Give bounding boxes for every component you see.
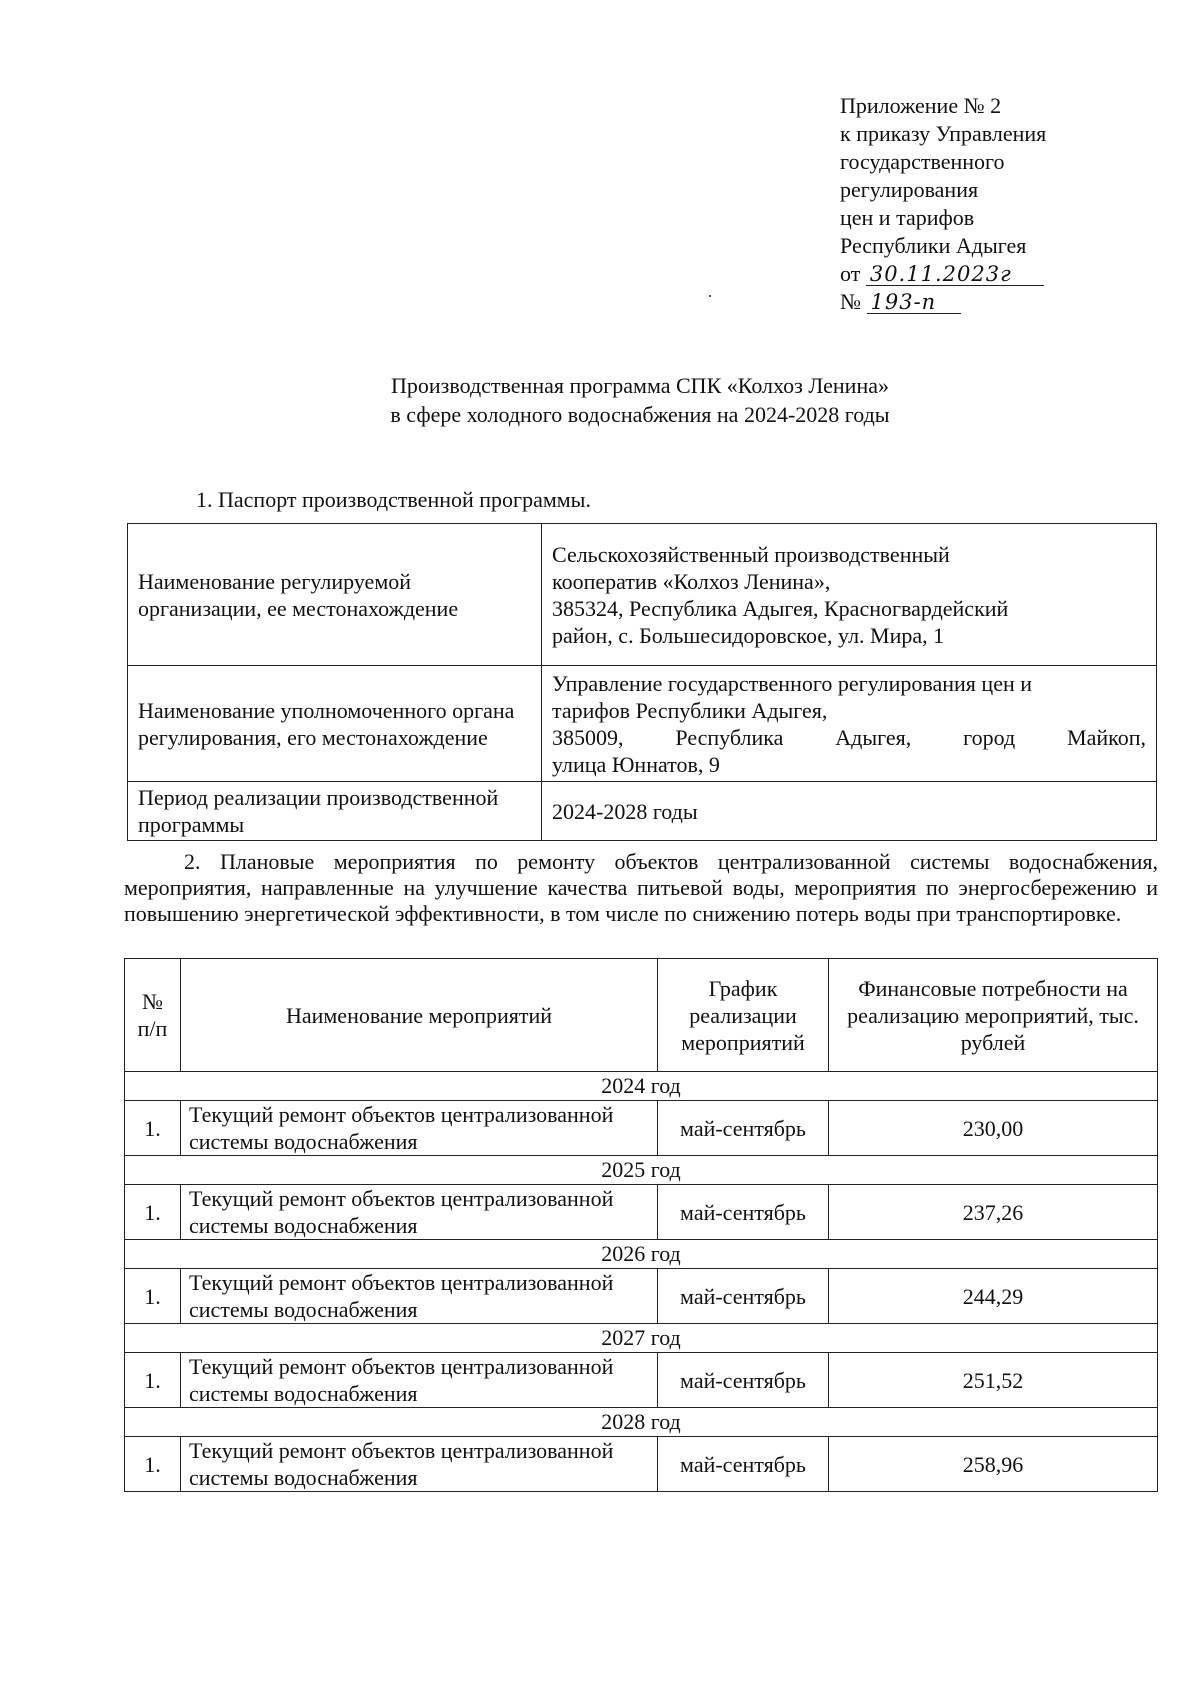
row-schedule: май-сентябрь	[658, 1437, 829, 1492]
passport-table	[127, 523, 1157, 841]
row-schedule: май-сентябрь	[658, 1101, 829, 1156]
table-row	[125, 1101, 1158, 1156]
plan-header-row	[125, 959, 1158, 1072]
header-finance: Финансовые потребности на реализацию мероприятий, тыс. рублей	[829, 959, 1158, 1072]
header-name: Наименование мероприятий	[181, 959, 658, 1072]
row-num: 1.	[125, 1101, 181, 1156]
appendix-line: государственного	[840, 149, 1005, 174]
row-name: Текущий ремонт объектов централизованной системы водоснабжения	[181, 1437, 658, 1492]
row-amount: 237,26	[829, 1185, 1158, 1240]
year-row	[125, 1156, 1158, 1185]
passport-row	[128, 524, 1157, 666]
table-row	[125, 1437, 1158, 1492]
row-amount: 258,96	[829, 1437, 1158, 1492]
plan-table	[124, 958, 1158, 1492]
passport-label: Период реализации производственной программы	[128, 782, 542, 841]
passport-value	[542, 666, 1157, 782]
year-row	[125, 1072, 1158, 1101]
table-row	[125, 1269, 1158, 1324]
value-line: улица Юннатов, 9	[552, 751, 720, 777]
header-schedule: График реализации мероприятий	[658, 959, 829, 1072]
row-amount: 244,29	[829, 1269, 1158, 1324]
document-title	[0, 371, 1200, 429]
value-line: 385324, Республика Адыгея, Красногвардейский	[552, 595, 1009, 621]
row-num: 1.	[125, 1353, 181, 1408]
table-row	[125, 1353, 1158, 1408]
table-row	[125, 1185, 1158, 1240]
order-date-line	[840, 260, 1046, 288]
year-row	[125, 1324, 1158, 1353]
appendix-line: цен и тарифов	[840, 205, 975, 230]
section2-paragraph: 2. Плановые мероприятия по ремонту объектов централизованной системы водоснабжения, мероприятия, направленные на улучшение качества питьевой воды, мероприятия по энергосбережению и повышению энергетической эффективности, в том числе по снижению потерь воды при транспортировке.	[124, 849, 1158, 926]
passport-row	[128, 782, 1157, 841]
row-schedule: май-сентябрь	[658, 1353, 829, 1408]
row-name: Текущий ремонт объектов централизованной системы водоснабжения	[181, 1353, 658, 1408]
title-line-2: в сфере холодного водоснабжения на 2024-2028 годы	[390, 402, 890, 427]
value-line: Сельскохозяйственный производственный	[552, 541, 950, 567]
row-num: 1.	[125, 1437, 181, 1492]
order-number-line	[840, 288, 1046, 316]
order-number-prefix: №	[840, 289, 861, 314]
title-line-1: Производственная программа СПК «Колхоз Ленина»	[391, 373, 889, 398]
scan-speck	[709, 295, 711, 297]
row-schedule: май-сентябрь	[658, 1269, 829, 1324]
row-amount: 230,00	[829, 1101, 1158, 1156]
passport-label: Наименование уполномоченного органа регулирования, его местонахождение	[128, 666, 542, 782]
passport-value: 2024-2028 годы	[542, 782, 1157, 841]
header-num: № п/п	[125, 959, 181, 1072]
year-label: 2026 год	[125, 1240, 1158, 1269]
value-line: район, с. Большесидоровское, ул. Мира, 1	[552, 622, 945, 648]
appendix-block	[840, 92, 1046, 316]
passport-row	[128, 666, 1157, 782]
row-amount: 251,52	[829, 1353, 1158, 1408]
value-line: кооператив «Колхоз Ленина»,	[552, 568, 831, 594]
value-line: 385009, Республика Адыгея, город Майкоп,	[552, 724, 1146, 750]
passport-label: Наименование регулируемой организации, ее местонахождение	[128, 524, 542, 666]
row-name: Текущий ремонт объектов централизованной системы водоснабжения	[181, 1101, 658, 1156]
appendix-line: к приказу Управления	[840, 121, 1047, 146]
row-name: Текущий ремонт объектов централизованной системы водоснабжения	[181, 1269, 658, 1324]
year-row	[125, 1240, 1158, 1269]
appendix-line: регулирования	[840, 177, 979, 202]
year-label: 2025 год	[125, 1156, 1158, 1185]
row-num: 1.	[125, 1185, 181, 1240]
year-label: 2028 год	[125, 1408, 1158, 1437]
appendix-line: Республики Адыгея	[840, 233, 1027, 258]
value-line: Управление государственного регулирования цен и	[552, 670, 1033, 696]
section1-heading: 1. Паспорт производственной программы.	[196, 487, 591, 512]
passport-value	[542, 524, 1157, 666]
year-label: 2024 год	[125, 1072, 1158, 1101]
row-name: Текущий ремонт объектов централизованной системы водоснабжения	[181, 1185, 658, 1240]
row-schedule: май-сентябрь	[658, 1185, 829, 1240]
year-label: 2027 год	[125, 1324, 1158, 1353]
year-row	[125, 1408, 1158, 1437]
order-date-handwritten: 30.11.2023г	[866, 263, 1044, 286]
order-date-prefix: от	[840, 261, 861, 286]
row-num: 1.	[125, 1269, 181, 1324]
order-number-handwritten: 193-п	[867, 291, 961, 314]
value-line: тарифов Республики Адыгея,	[552, 697, 828, 723]
appendix-line: Приложение № 2	[840, 93, 1002, 118]
